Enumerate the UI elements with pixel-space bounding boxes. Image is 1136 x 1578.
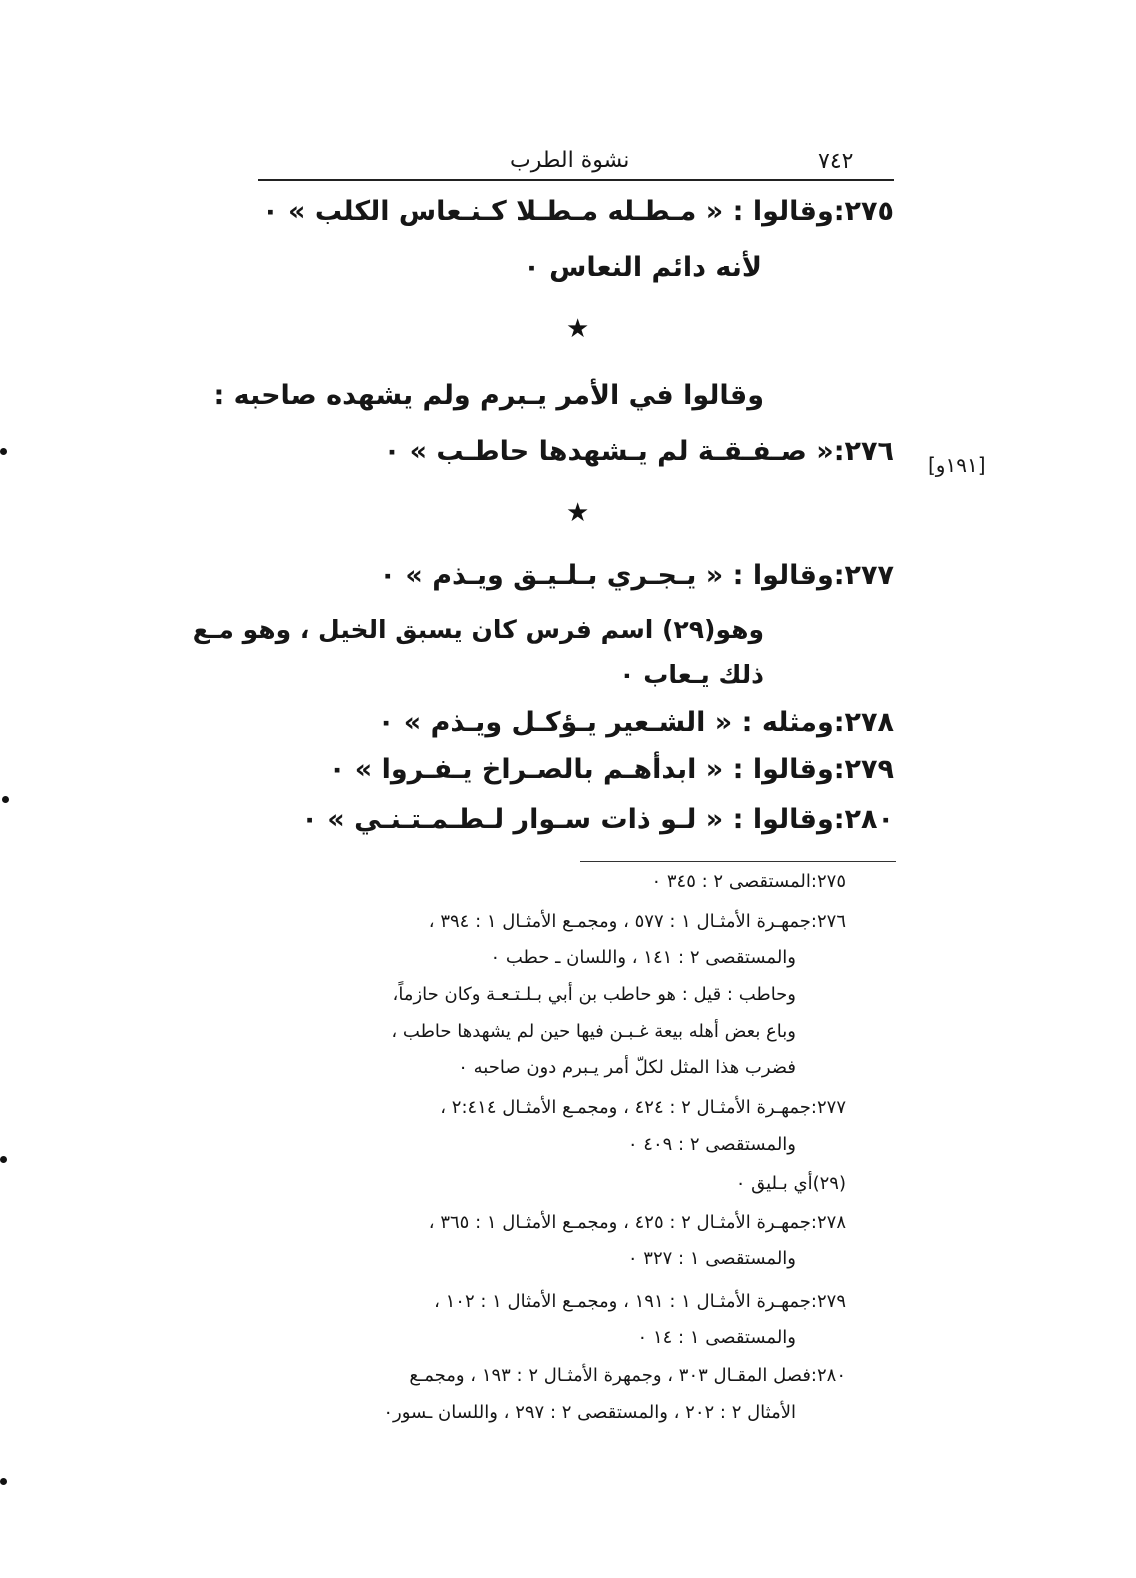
footnote-279: ٢٧٩:جمهـرة الأمثـال ١ : ١٩١ ، ومجمـع الأمثال ١ : ١٠٢ ، xyxy=(434,1291,846,1312)
footnote-278: ٢٧٨:جمهـرة الأمثـال ٢ : ٤٢٥ ، ومجمـع الأمثـال ١ : ٣٦٥ ، xyxy=(428,1212,846,1233)
section-intro: وقالوا في الأمر يـبرم ولم يشهده صاحبه : xyxy=(213,380,764,411)
page-number: ٧٤٢ xyxy=(818,149,854,174)
entry-277-note: وهو(٢٩) اسم فرس كان يسبق الخيل ، وهو مـع xyxy=(192,615,764,644)
entry-277-note-cont: ذلك يـعاب ٠ xyxy=(619,660,764,689)
entry-275: ٢٧٥:وقالوا : « مـطـله مـطـلا كـنـعاس الكلب » ٠ xyxy=(262,196,894,227)
footnote-29: (٢٩)أي بـليق ٠ xyxy=(735,1173,846,1194)
entry-279: ٢٧٩:وقالوا : « ابدأهـم بالصـراخ يـفـروا » ٠ xyxy=(328,754,894,785)
entry-277: ٢٧٧:وقالوا : « يـجـري بـلـيـق ويـذم » ٠ xyxy=(379,560,894,591)
running-title: نشوة الطرب xyxy=(510,148,630,173)
scan-speck xyxy=(0,448,7,455)
footnote-divider xyxy=(580,861,896,862)
entry-280: ٢٨٠:وقالوا : « لـو ذات سـوار لـطـمـتـنـي » ٠ xyxy=(301,804,894,835)
footnote-277: ٢٧٧:جمهـرة الأمثـال ٢ : ٤٢٤ ، ومجمـع الأمثـال ٢:٤١٤ ، xyxy=(440,1097,846,1118)
footnote-hatib-3: فضرب هذا المثل لكلّ أمر يـبرم دون صاحبه ٠ xyxy=(458,1057,796,1078)
footnote-277-cont: والمستقصى ٢ : ٤٠٩ ٠ xyxy=(627,1134,796,1155)
footnote-hatib-1: وحاطب : قيل : هو حاطب بن أبي بـلـتـعـة وكان حازماً، xyxy=(392,984,796,1005)
scan-speck xyxy=(2,796,9,803)
footnote-275: ٢٧٥:المستقصى ٢ : ٣٤٥ ٠ xyxy=(651,871,846,892)
footnote-279-cont: والمستقصى ١ : ١٤ ٠ xyxy=(637,1327,796,1348)
separator-star-icon: ★ xyxy=(566,314,590,344)
entry-275-note: لأنه دائم النعاس ٠ xyxy=(523,252,762,283)
footnote-276: ٢٧٦:جمهـرة الأمثـال ١ : ٥٧٧ ، ومجمـع الأمثـال ١ : ٣٩٤ ، xyxy=(428,911,846,932)
scan-speck xyxy=(0,1478,7,1485)
footnote-280: ٢٨٠:فصل المقـال ٣٠٣ ، وجمهرة الأمثـال ٢ : ١٩٣ ، ومجمـع xyxy=(409,1365,846,1386)
footnote-276-cont: والمستقصى ٢ : ١٤١ ، واللسان ـ حطب ٠ xyxy=(490,947,796,968)
footnote-280-cont: الأمثال ٢ : ٢٠٢ ، والمستقصى ٢ : ٢٩٧ ، واللسان ـسور٠ xyxy=(383,1402,796,1423)
entry-276: ٢٧٦:« صـفـقـة لم يـشهدها حاطـب » ٠ xyxy=(383,436,894,467)
footnote-278-cont: والمستقصى ١ : ٣٢٧ ٠ xyxy=(627,1248,796,1269)
scan-speck xyxy=(0,1156,7,1163)
folio-marker: [١٩١و] xyxy=(928,453,986,477)
header-divider xyxy=(258,179,894,181)
entry-278: ٢٧٨:ومثله : « الشـعير يـؤكـل ويـذم » ٠ xyxy=(377,707,894,738)
separator-star-icon: ★ xyxy=(566,498,590,528)
footnote-hatib-2: وباع بعض أهله بيعة غـبـن فيها حين لم يشهدها حاطب ، xyxy=(391,1021,796,1042)
